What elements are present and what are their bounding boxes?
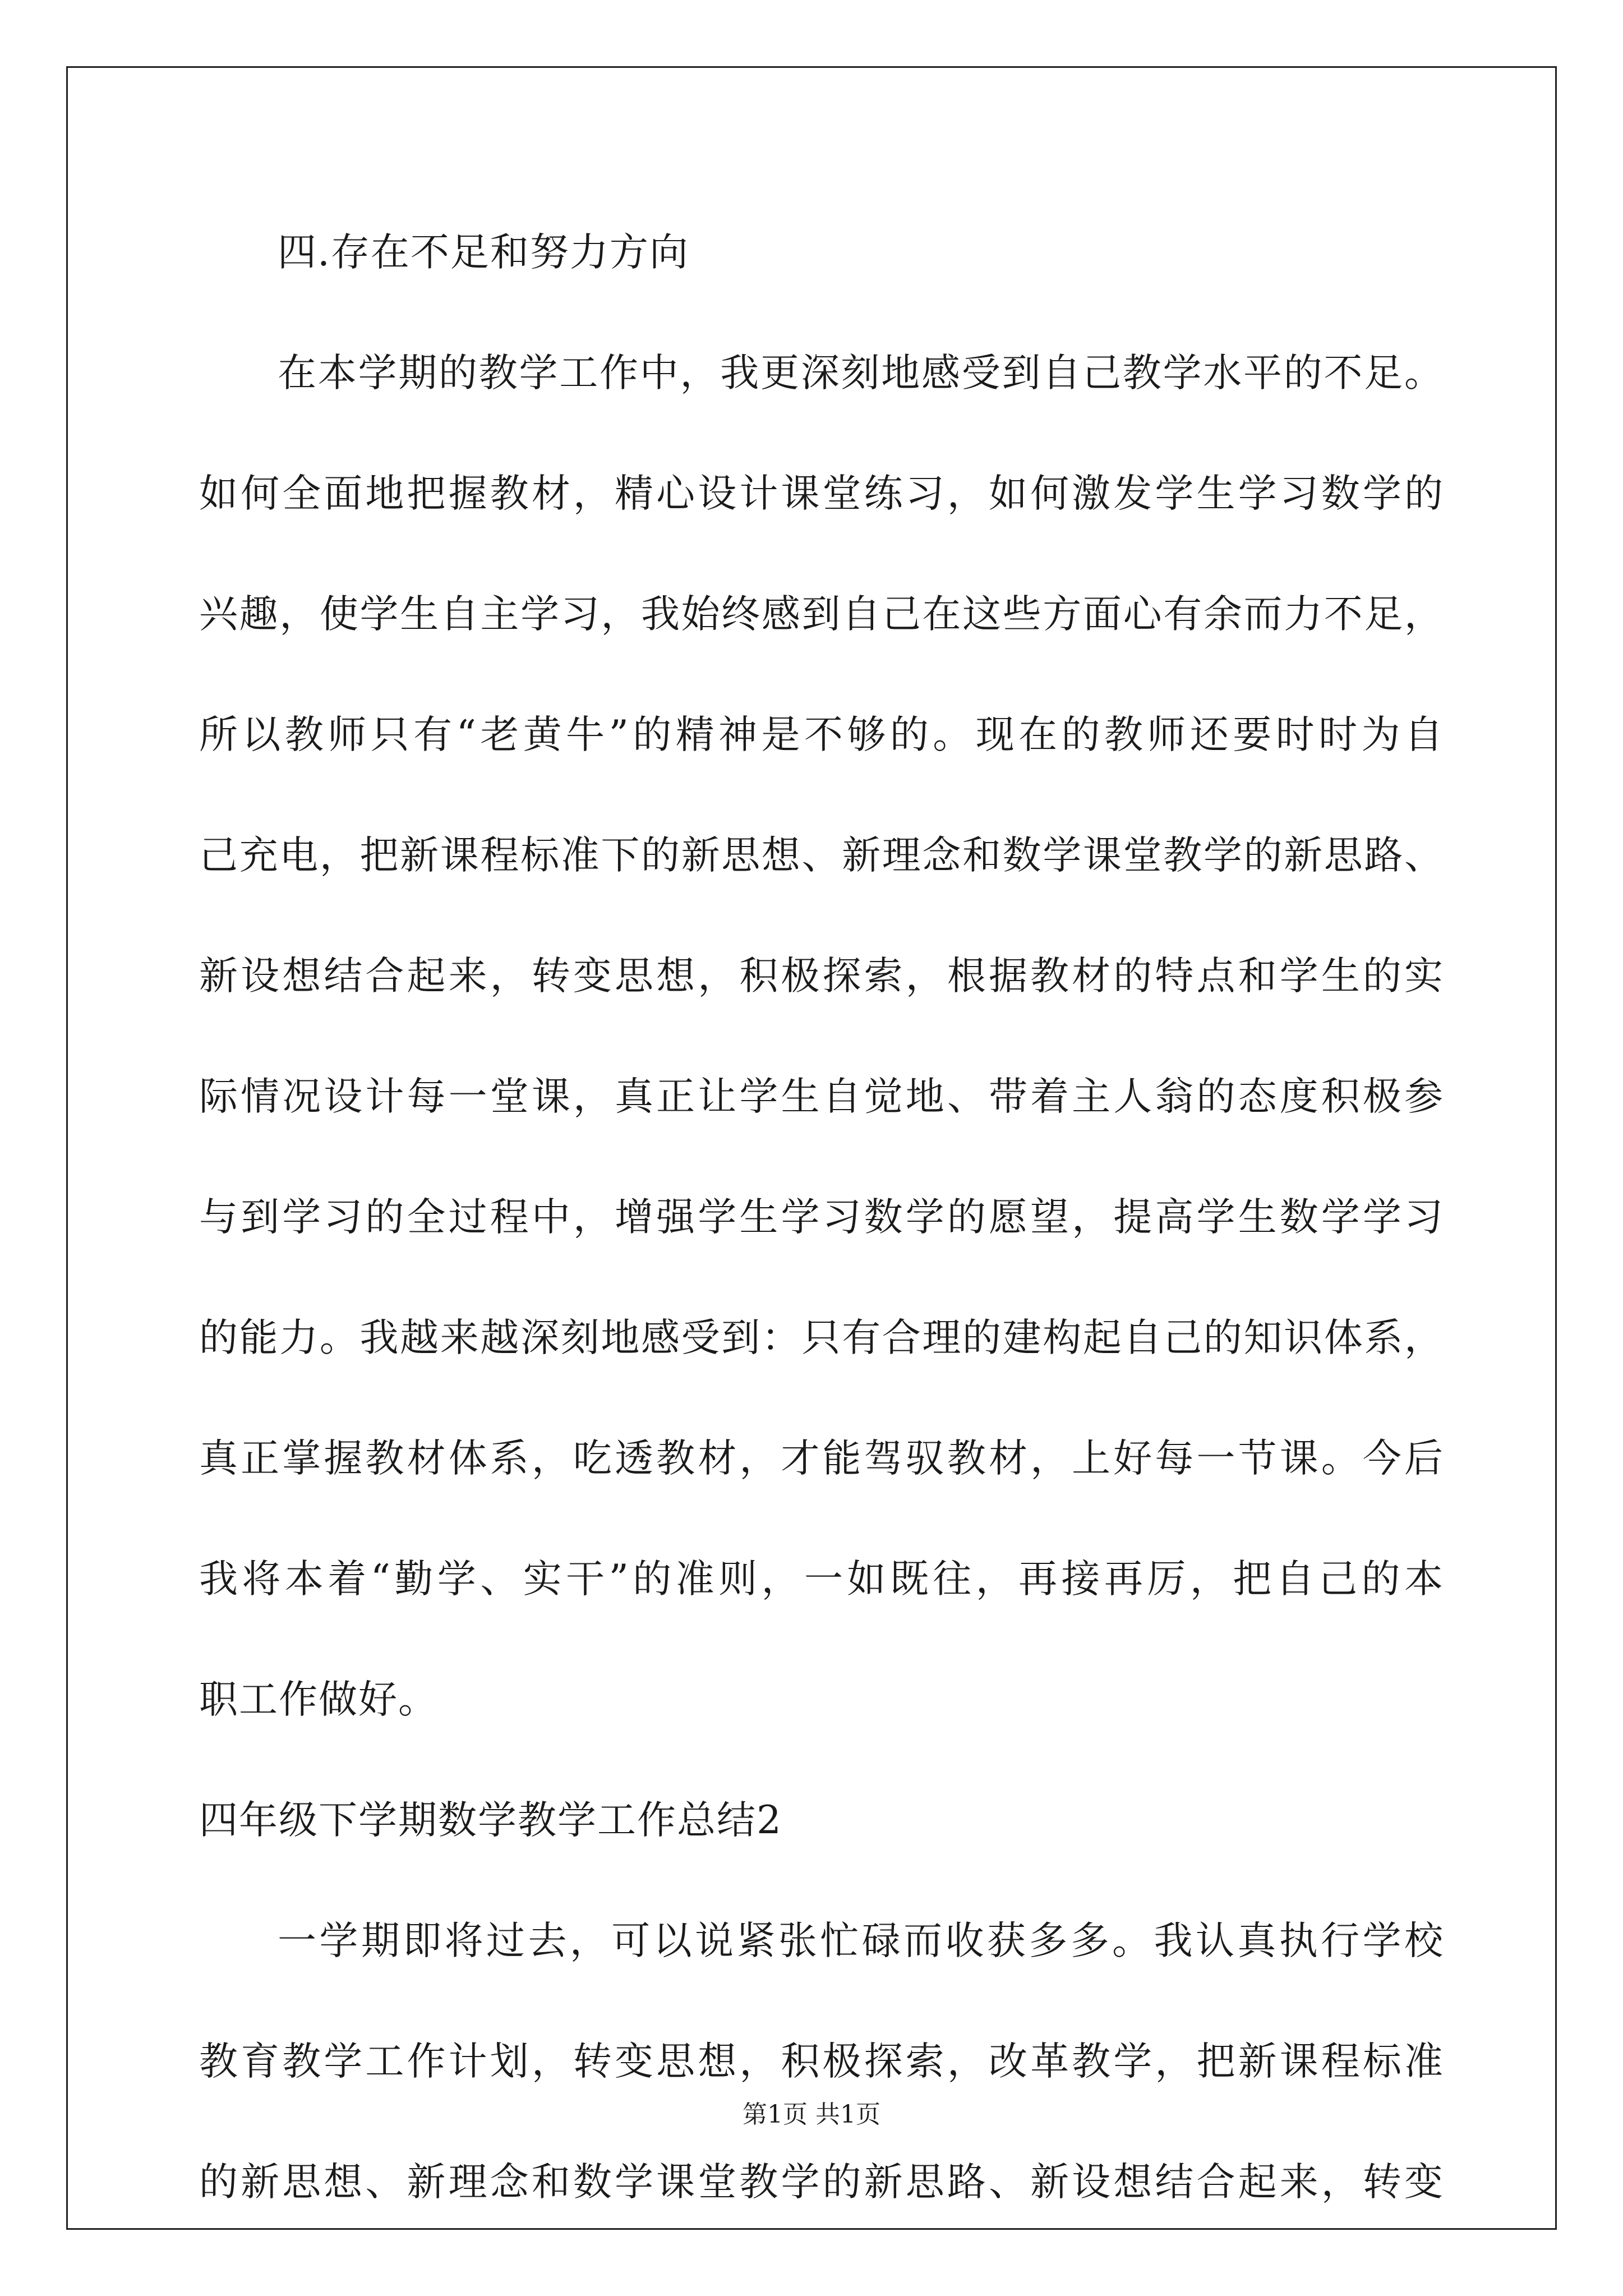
paragraph-line: 在本学期的教学工作中，我更深刻地感受到自己教学水平的不足。 [278, 351, 1444, 395]
paragraph-line: 我将本着“勤学、实干”的准则，一如既往，再接再厉，把自己的本 [199, 1557, 1444, 1602]
paragraph-line: 的能力。我越来越深刻地感受到：只有合理的建构起自己的知识体系， [199, 1315, 1444, 1360]
page-footer: 第1页 共1页 [743, 2100, 880, 2129]
paragraph-line: 如何全面地把握教材，精心设计课堂练习，如何激发学生学习数学的 [199, 471, 1444, 516]
paragraph-line: 新设想结合起来，转变思想，积极探索，根据教材的特点和学生的实 [199, 954, 1444, 999]
paragraph-line: 与到学习的全过程中，增强学生学习数学的愿望，提高学生数学学习 [199, 1195, 1444, 1240]
paragraph-line: 所以教师只有“老黄牛”的精神是不够的。现在的教师还要时时为自 [199, 712, 1444, 757]
paragraph-line: 际情况设计每一堂课，真正让学生自觉地、带着主人翁的态度积极参 [199, 1074, 1444, 1119]
section-heading: 四.存在不足和努力方向 [278, 230, 689, 275]
paragraph-line: 的新思想、新理念和数学课堂教学的新思路、新设想结合起来，转变 [199, 2160, 1444, 2205]
paragraph-line: 兴趣，使学生自主学习，我始终感到自己在这些方面心有余而力不足， [199, 592, 1444, 637]
paragraph-line: 己充电，把新课程标准下的新思想、新理念和数学课堂教学的新思路、 [199, 833, 1444, 878]
document-title: 四年级下学期数学教学工作总结2 [199, 1798, 782, 1843]
paragraph-line: 真正掌握教材体系，吃透教材，才能驾驭教材，上好每一节课。今后 [199, 1436, 1444, 1481]
paragraph-line: 教育教学工作计划，转变思想，积极探索，改革教学，把新课程标准 [199, 2039, 1444, 2084]
paragraph-line: 一学期即将过去，可以说紧张忙碌而收获多多。我认真执行学校 [278, 1918, 1444, 1963]
paragraph-line: 职工作做好。 [199, 1677, 438, 1722]
